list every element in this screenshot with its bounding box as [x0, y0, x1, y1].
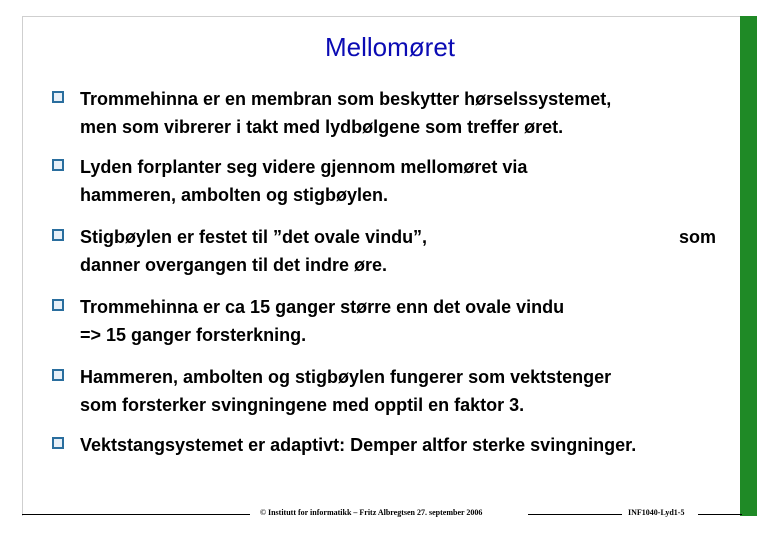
checkbox-bullet-icon — [52, 159, 64, 171]
bullet-3-line-2: danner overgangen til det indre øre. — [80, 255, 388, 275]
footer-slide-id: INF1040-Lyd1-5 — [628, 508, 685, 517]
slide-frame-left — [22, 16, 23, 516]
checkbox-bullet-icon — [52, 369, 64, 381]
footer-rule-right — [698, 514, 742, 515]
bullet-3-line-1: Stigbøylen er festet til ”det ovale vindu”, — [80, 227, 428, 247]
bullet-2-line-2: hammeren, ambolten og stigbøylen. — [80, 185, 389, 205]
bullet-5-line-1: Hammeren, ambolten og stigbøylen fungerer som vektstenger — [80, 367, 612, 387]
bullet-3-line-1-right: som — [679, 227, 717, 247]
footer-rule-left — [22, 514, 250, 515]
bullet-1-line-2: men som vibrerer i takt med lydbølgene som treffer øret. — [80, 117, 564, 137]
slide-frame-top — [22, 16, 742, 17]
footer-copyright: © Institutt for informatikk – Fritz Albregtsen 27. september 2006 — [260, 508, 483, 517]
checkbox-bullet-icon — [52, 229, 64, 241]
checkbox-bullet-icon — [52, 437, 64, 449]
green-accent-bar — [740, 16, 757, 516]
bullet-2-line-1: Lyden forplanter seg videre gjennom mellomøret via — [80, 157, 528, 177]
footer-rule-middle — [528, 514, 622, 515]
bullet-5-line-2: som forsterker svingningene med opptil en faktor 3. — [80, 395, 525, 415]
bullet-1-line-1: Trommehinna er en membran som beskytter hørselssystemet, — [80, 89, 612, 109]
checkbox-bullet-icon — [52, 91, 64, 103]
slide-title: Mellomøret — [324, 32, 455, 62]
checkbox-bullet-icon — [52, 299, 64, 311]
bullet-4-line-1: Trommehinna er ca 15 ganger større enn det ovale vindu — [80, 297, 565, 317]
bullet-6-line-1: Vektstangsystemet er adaptivt: Demper altfor sterke svingninger. — [80, 435, 637, 455]
slide-footer — [22, 505, 742, 525]
bullet-4-line-2: => 15 ganger forsterkning. — [80, 325, 307, 345]
